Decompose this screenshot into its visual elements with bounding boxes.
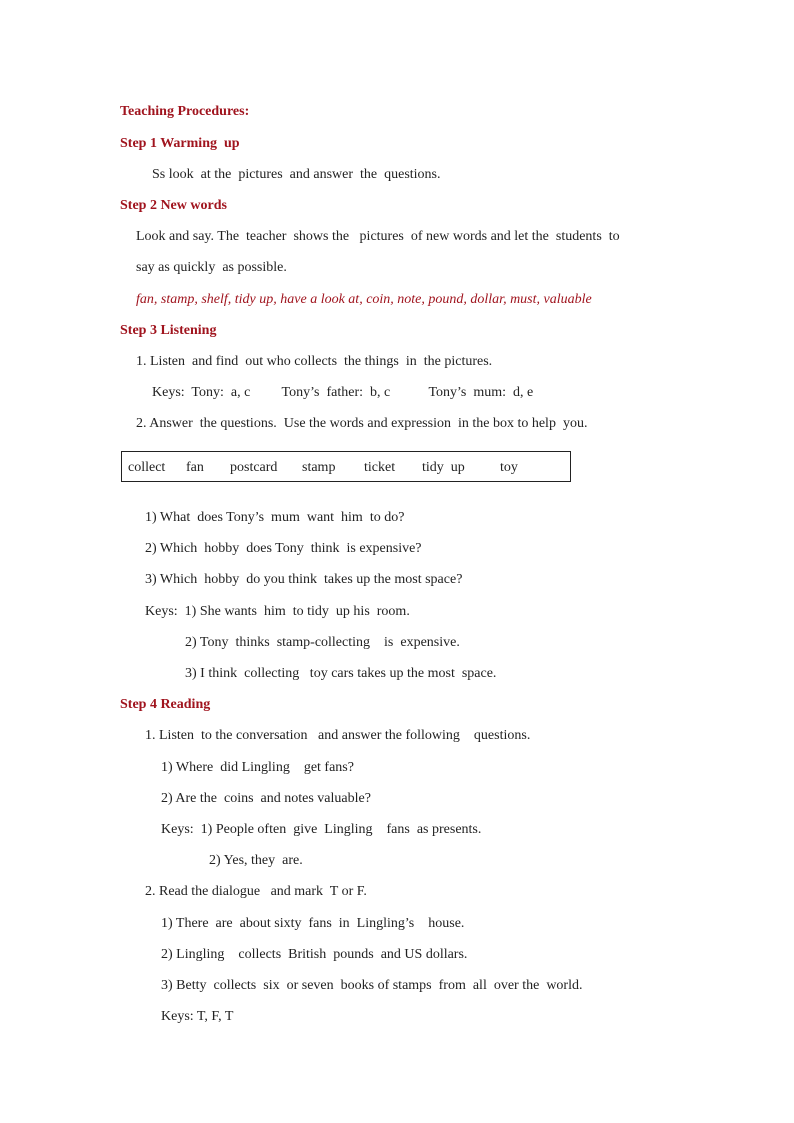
- step4-key-1: Keys: 1) People often give Lingling fans as presents.: [161, 822, 482, 837]
- step4-item2: 2. Read the dialogue and mark T or F.: [145, 884, 367, 899]
- step3-question-2: 2) Which hobby does Tony think is expensive?: [145, 541, 422, 556]
- box-word-ticket: ticket: [364, 460, 396, 475]
- box-word-collect: collect: [128, 460, 166, 475]
- step4-question-1: 1) Where did Lingling get fans?: [161, 760, 354, 775]
- word-box: [121, 451, 571, 482]
- step3-key-2: 2) Tony thinks stamp-collecting is expensive.: [185, 635, 460, 650]
- step2-line2: say as quickly as possible.: [136, 260, 287, 275]
- page-title: Teaching Procedures:: [120, 104, 250, 119]
- step3-heading: Step 3 Listening: [120, 323, 217, 338]
- step3-item1: 1. Listen and find out who collects the things in the pictures.: [136, 354, 493, 369]
- step4-statement-1: 1) There are about sixty fans in Lingling’s house.: [161, 916, 465, 931]
- step4-key-2: 2) Yes, they are.: [209, 853, 303, 868]
- step4-statement-3: 3) Betty collects six or seven books of stamps from all over the world.: [161, 978, 583, 993]
- step2-vocab-list: fan, stamp, shelf, tidy up, have a look at, coin, note, pound, dollar, must, valuable: [136, 292, 592, 307]
- step1-heading: Step 1 Warming up: [120, 136, 240, 151]
- box-word-postcard: postcard: [230, 460, 278, 475]
- step1-text: Ss look at the pictures and answer the questions.: [152, 167, 441, 182]
- step3-key-3: 3) I think collecting toy cars takes up the most space.: [185, 666, 497, 681]
- box-word-stamp: stamp: [302, 460, 336, 475]
- step3-question-3: 3) Which hobby do you think takes up the most space?: [145, 572, 463, 587]
- step3-item2: 2. Answer the questions. Use the words and expression in the box to help you.: [136, 416, 588, 431]
- step4-item1: 1. Listen to the conversation and answer the following questions.: [145, 728, 531, 743]
- step3-key-1: Keys: 1) She wants him to tidy up his room.: [145, 604, 410, 619]
- step4-keys: Keys: T, F, T: [161, 1009, 234, 1024]
- step2-line1: Look and say. The teacher shows the pictures of new words and let the students to: [136, 229, 620, 244]
- box-word-tidy-up: tidy up: [422, 460, 465, 475]
- box-word-toy: toy: [500, 460, 518, 475]
- step4-heading: Step 4 Reading: [120, 697, 211, 712]
- box-word-fan: fan: [186, 460, 204, 475]
- step3-question-1: 1) What does Tony’s mum want him to do?: [145, 510, 405, 525]
- step4-question-2: 2) Are the coins and notes valuable?: [161, 791, 371, 806]
- step4-statement-2: 2) Lingling collects British pounds and US dollars.: [161, 947, 468, 962]
- step2-heading: Step 2 New words: [120, 198, 227, 213]
- step3-keys1: Keys: Tony: a, c Tony’s father: b, c Tony’s mum: d, e: [152, 385, 534, 400]
